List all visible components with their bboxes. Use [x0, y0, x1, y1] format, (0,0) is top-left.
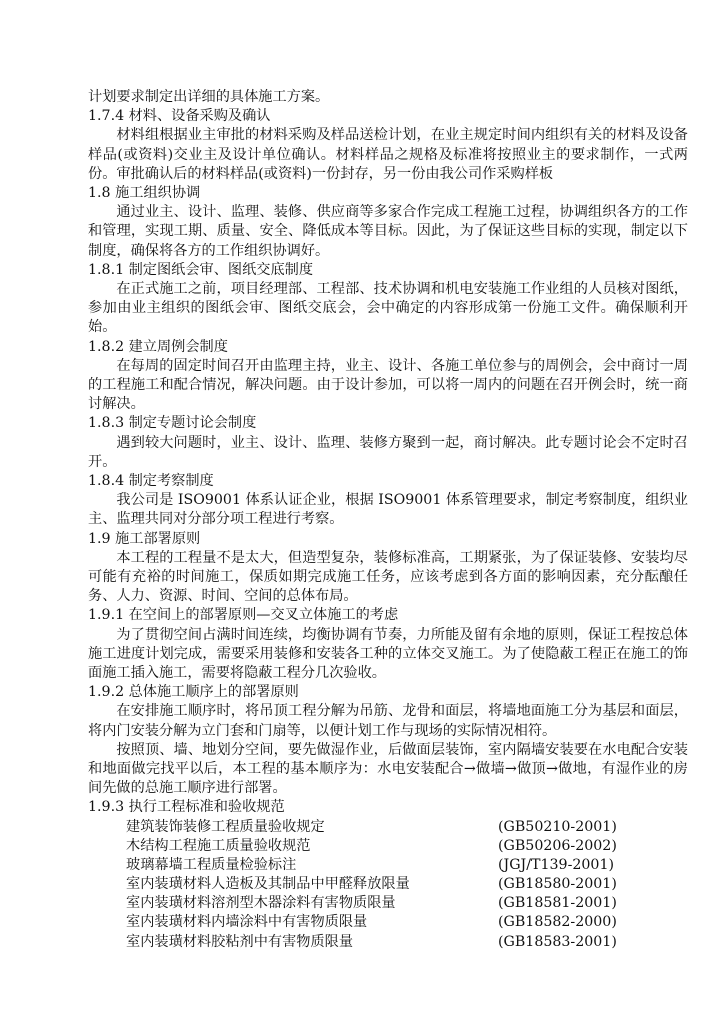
section-heading-1-7-4: 1.7.4 材料、设备采购及确认 [88, 108, 271, 125]
standard-name: 室内装璜材料人造板及其制品中甲醛释放限量 [126, 876, 410, 893]
section-paragraph: 本工程的工程量不是太大，但造型复杂，装修标准高，工期紧张，为了保证装修、安装均尽可能有充裕的时间施工，保质如期完成施工任务，应该考虑到各方面的影响因素，充分酝酿任务、人力、资源、时间、空间的总体布局。 [88, 549, 688, 605]
section-heading-1-9: 1.9 施工部署原则 [88, 530, 201, 547]
section-paragraph: 材料组根据业主审批的材料采购及样品送检计划，在业主规定时间内组织有关的材料及设备样品(或资料)交业主及设计单位确认。材料样品之规格及标准将按照业主的要求制作，一式两份。审批确认后的材料样品(或资料)一份封存，另一份由我公司作采购样板 [88, 127, 688, 182]
standard-item [88, 913, 688, 932]
standard-code: (JGJ/T139-2001) [498, 856, 615, 873]
section-paragraph: 在安排施工顺序时，将吊顶工程分解为吊筋、龙骨和面层，将墙地面施工分为基层和面层，将内门安装分解为立门套和门扇等，以便计划工作与现场的实际情况相符。 [88, 703, 688, 739]
standard-code: (GB50206-2002) [498, 837, 617, 854]
section-heading-1-8-3: 1.8.3 制定专题讨论会制度 [88, 415, 257, 432]
intro-line: 计划要求制定出详细的具体施工方案。 [88, 89, 330, 105]
section-heading-1-9-2: 1.9.2 总体施工顺序上的部署原则 [88, 684, 299, 701]
document-page [88, 88, 688, 952]
section-heading-1-8: 1.8 施工组织协调 [88, 184, 201, 201]
section-paragraph: 在每周的固定时间召开由监理主持，业主、设计、各施工单位参与的周例会，会中商讨一周的工程施工和配合情况，解决问题。由于设计参加，可以将一周内的问题在召开例会时，统一商讨解决。 [88, 357, 688, 413]
standard-name: 室内装璜材料溶剂型木器涂料有害物质限量 [126, 895, 396, 912]
standard-code: (GB18580-2001) [498, 876, 617, 893]
standard-item [88, 933, 688, 952]
standard-name: 木结构工程施工质量验收规范 [126, 837, 311, 854]
standard-code: (GB18582-2000) [498, 914, 617, 931]
standard-item [88, 875, 688, 894]
standard-name: 室内装璜材料胶粘剂中有害物质限量 [126, 933, 354, 950]
standard-name: 建筑装饰装修工程质量验收规定 [126, 818, 325, 835]
section-heading-1-8-4: 1.8.4 制定考察制度 [88, 472, 214, 489]
section-paragraph: 在正式施工之前，项目经理部、工程部、技术协调和机电安装施工作业组的人员核对图纸，参加由业主组织的图纸会审、图纸交底会，会中确定的内容形成第一份施工文件。确保顺利开始。 [88, 280, 688, 336]
standard-name: 玻璃幕墙工程质量检验标注 [126, 856, 297, 873]
standard-code: (GB50210-2001) [498, 818, 617, 835]
standard-item [88, 894, 688, 913]
section-paragraph: 为了贯彻空间占满时间连续，均衡协调有节奏，力所能及留有余地的原则，保证工程按总体施工进度计划完成，需要采用装修和安装各工种的立体交叉施工。为了使隐蔽工程正在施工的饰面施工插入施工，需要将隐蔽工程分几次验收。 [88, 626, 688, 681]
section-heading-1-9-1: 1.9.1 在空间上的部署原则—交叉立体施工的考虑 [88, 607, 399, 624]
standard-name: 室内装璜材料内墙涂料中有害物质限量 [126, 914, 368, 931]
standard-code: (GB18583-2001) [498, 933, 617, 950]
standard-item [88, 818, 688, 837]
standard-item [88, 856, 688, 875]
section-paragraph: 我公司是 ISO9001 体系认证企业，根据 ISO9001 体系管理要求，制定考察制度，组织业主、监理共同对分部分项工程进行考察。 [88, 492, 688, 528]
section-heading-1-9-3: 1.9.3 执行工程标准和验收规范 [88, 799, 285, 816]
section-heading-1-8-1: 1.8.1 制定图纸会审、图纸交底制度 [88, 261, 314, 278]
section-paragraph: 通过业主、设计、监理、装修、供应商等多家合作完成工程施工过程，协调组织各方的工作和管理，实现工期、质量、安全、降低成本等目标。因此，为了保证这些目标的实现，制定以下制度，确保将各方的工作组织协调好。 [88, 204, 688, 259]
section-heading-1-8-2: 1.8.2 建立周例会制度 [88, 338, 228, 355]
section-paragraph: 遇到较大问题时，业主、设计、监理、装修方聚到一起，商讨解决。此专题讨论会不定时召开。 [88, 434, 688, 470]
standard-item [88, 837, 688, 856]
standard-code: (GB18581-2001) [498, 895, 617, 912]
standards-list [88, 818, 688, 952]
section-paragraph: 按照顶、墙、地划分空间，要先做湿作业，后做面层装饰，室内隔墙安装要在水电配合安装和地面做完找平以后，本工程的基本顺序为：水电安装配合→做墙→做顶→做地，有湿作业的房间先做的总施工顺序进行部署。 [88, 741, 688, 797]
